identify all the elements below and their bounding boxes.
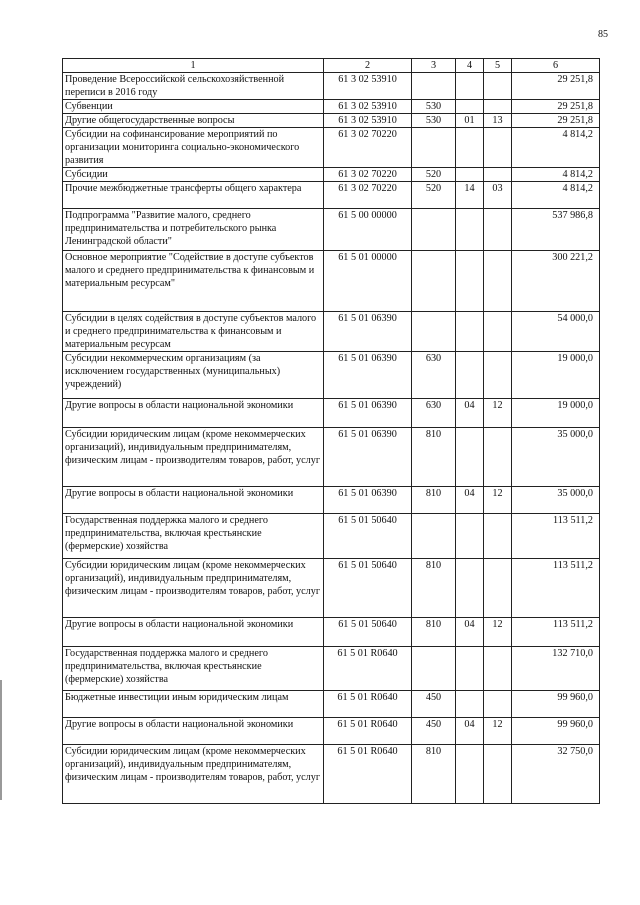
row-code-cell: 61 3 02 53910 [324, 100, 412, 114]
row-name-cell: Подпрограмма "Развитие малого, среднего предпринимательства и потребительского рынка Ленинградской области" [63, 209, 324, 251]
row-code-cell: 61 5 01 R0640 [324, 647, 412, 691]
row-subsection-cell [484, 514, 512, 559]
row-subsection-cell [484, 312, 512, 352]
row-subsection-cell: 12 [484, 487, 512, 514]
row-code-cell: 61 5 01 50640 [324, 559, 412, 618]
row-section-cell: 04 [456, 618, 484, 647]
row-amount-cell: 113 511,2 [512, 559, 600, 618]
table-row [63, 352, 600, 399]
row-section-cell [456, 312, 484, 352]
row-amount-cell: 300 221,2 [512, 251, 600, 312]
header-col-3: 3 [412, 59, 456, 73]
row-subsection-cell: 12 [484, 718, 512, 745]
row-code-cell: 61 3 02 70220 [324, 128, 412, 168]
row-code-cell: 61 3 02 70220 [324, 182, 412, 209]
row-expense-type-cell: 530 [412, 100, 456, 114]
row-name-cell: Основное мероприятие "Содействие в доступе субъектов малого и среднего предпринимательства к финансовым и материальным ресурсам" [63, 251, 324, 312]
row-expense-type-cell: 630 [412, 352, 456, 399]
row-section-cell [456, 168, 484, 182]
row-amount-cell: 99 960,0 [512, 691, 600, 718]
row-amount-cell: 99 960,0 [512, 718, 600, 745]
row-expense-type-cell: 810 [412, 428, 456, 487]
row-code-cell: 61 5 01 06390 [324, 487, 412, 514]
row-code-cell: 61 5 01 00000 [324, 251, 412, 312]
row-section-cell: 04 [456, 399, 484, 428]
row-section-cell: 01 [456, 114, 484, 128]
row-expense-type-cell: 530 [412, 114, 456, 128]
row-subsection-cell [484, 745, 512, 804]
row-name-cell: Другие общегосударственные вопросы [63, 114, 324, 128]
row-section-cell [456, 647, 484, 691]
table-row [63, 428, 600, 487]
row-section-cell [456, 100, 484, 114]
row-name-cell: Другие вопросы в области национальной экономики [63, 487, 324, 514]
table-row [63, 559, 600, 618]
row-section-cell [456, 209, 484, 251]
row-amount-cell: 4 814,2 [512, 168, 600, 182]
table-row [63, 647, 600, 691]
table-row [63, 691, 600, 718]
row-name-cell: Другие вопросы в области национальной экономики [63, 718, 324, 745]
row-subsection-cell [484, 73, 512, 100]
row-subsection-cell [484, 209, 512, 251]
row-expense-type-cell [412, 73, 456, 100]
row-expense-type-cell [412, 312, 456, 352]
row-section-cell: 14 [456, 182, 484, 209]
row-name-cell: Проведение Всероссийской сельскохозяйственной переписи в 2016 году [63, 73, 324, 100]
row-code-cell: 61 5 01 06390 [324, 399, 412, 428]
row-code-cell: 61 5 01 R0640 [324, 745, 412, 804]
row-section-cell [456, 745, 484, 804]
table-body [63, 59, 600, 804]
table-row [63, 114, 600, 128]
table-row [63, 718, 600, 745]
row-expense-type-cell: 810 [412, 559, 456, 618]
row-amount-cell: 4 814,2 [512, 128, 600, 168]
row-subsection-cell [484, 647, 512, 691]
row-amount-cell: 19 000,0 [512, 399, 600, 428]
row-expense-type-cell: 450 [412, 691, 456, 718]
row-code-cell: 61 5 01 06390 [324, 312, 412, 352]
row-subsection-cell: 12 [484, 399, 512, 428]
table-row [63, 182, 600, 209]
row-name-cell: Субсидии [63, 168, 324, 182]
row-subsection-cell: 13 [484, 114, 512, 128]
row-subsection-cell [484, 128, 512, 168]
table-row [63, 100, 600, 114]
row-amount-cell: 4 814,2 [512, 182, 600, 209]
row-section-cell [456, 428, 484, 487]
row-name-cell: Субсидии на софинансирование мероприятий по организации мониторинга социально-экономического развития [63, 128, 324, 168]
row-code-cell: 61 5 01 R0640 [324, 691, 412, 718]
row-expense-type-cell: 810 [412, 745, 456, 804]
row-amount-cell: 113 511,2 [512, 514, 600, 559]
header-col-5: 5 [484, 59, 512, 73]
row-expense-type-cell: 630 [412, 399, 456, 428]
row-name-cell: Государственная поддержка малого и среднего предпринимательства, включая крестьянские (фермерские) хозяйства [63, 647, 324, 691]
row-code-cell: 61 5 01 50640 [324, 618, 412, 647]
table-row [63, 618, 600, 647]
header-col-6: 6 [512, 59, 600, 73]
row-amount-cell: 19 000,0 [512, 352, 600, 399]
row-code-cell: 61 5 01 06390 [324, 352, 412, 399]
row-section-cell: 04 [456, 718, 484, 745]
row-subsection-cell [484, 100, 512, 114]
row-name-cell: Государственная поддержка малого и среднего предпринимательства, включая крестьянские (фермерские) хозяйства [63, 514, 324, 559]
row-section-cell [456, 559, 484, 618]
page-number: 85 [598, 29, 608, 40]
table-row [63, 312, 600, 352]
row-amount-cell: 113 511,2 [512, 618, 600, 647]
row-subsection-cell [484, 352, 512, 399]
table-row [63, 487, 600, 514]
row-section-cell [456, 352, 484, 399]
table-row [63, 128, 600, 168]
row-expense-type-cell: 450 [412, 718, 456, 745]
row-expense-type-cell [412, 209, 456, 251]
row-expense-type-cell [412, 647, 456, 691]
table-row [63, 399, 600, 428]
table-row [63, 514, 600, 559]
budget-table [62, 58, 600, 804]
row-section-cell [456, 73, 484, 100]
row-expense-type-cell: 520 [412, 182, 456, 209]
row-code-cell: 61 3 02 70220 [324, 168, 412, 182]
table-row [63, 251, 600, 312]
row-subsection-cell [484, 251, 512, 312]
row-code-cell: 61 3 02 53910 [324, 114, 412, 128]
row-subsection-cell [484, 428, 512, 487]
row-name-cell: Субсидии юридическим лицам (кроме некоммерческих организаций), индивидуальным предпринимателям, физическим лицам - производителям товаров, работ, услуг [63, 559, 324, 618]
row-amount-cell: 537 986,8 [512, 209, 600, 251]
row-name-cell: Субсидии юридическим лицам (кроме некоммерческих организаций), индивидуальным предпринимателям, физическим лицам - производителям товаров, работ, услуг [63, 745, 324, 804]
table-header-row [63, 59, 600, 73]
row-expense-type-cell [412, 514, 456, 559]
row-amount-cell: 35 000,0 [512, 428, 600, 487]
row-subsection-cell: 03 [484, 182, 512, 209]
row-subsection-cell [484, 559, 512, 618]
row-amount-cell: 54 000,0 [512, 312, 600, 352]
table-row [63, 745, 600, 804]
row-expense-type-cell [412, 128, 456, 168]
row-code-cell: 61 3 02 53910 [324, 73, 412, 100]
row-name-cell: Бюджетные инвестиции иным юридическим лицам [63, 691, 324, 718]
row-name-cell: Прочие межбюджетные трансферты общего характера [63, 182, 324, 209]
row-name-cell: Субвенции [63, 100, 324, 114]
row-amount-cell: 29 251,8 [512, 114, 600, 128]
row-section-cell [456, 514, 484, 559]
row-amount-cell: 29 251,8 [512, 100, 600, 114]
scan-edge-mark [0, 680, 2, 800]
row-name-cell: Другие вопросы в области национальной экономики [63, 618, 324, 647]
table-row [63, 209, 600, 251]
table-row [63, 73, 600, 100]
row-code-cell: 61 5 01 50640 [324, 514, 412, 559]
row-name-cell: Субсидии юридическим лицам (кроме некоммерческих организаций), индивидуальным предпринимателям, физическим лицам - производителям товаров, работ, услуг [63, 428, 324, 487]
header-col-2: 2 [324, 59, 412, 73]
row-expense-type-cell: 520 [412, 168, 456, 182]
row-subsection-cell [484, 691, 512, 718]
row-name-cell: Субсидии некоммерческим организациям (за исключением государственных (муниципальных) учреждений) [63, 352, 324, 399]
row-expense-type-cell: 810 [412, 618, 456, 647]
header-col-1: 1 [63, 59, 324, 73]
header-col-4: 4 [456, 59, 484, 73]
row-section-cell: 04 [456, 487, 484, 514]
row-amount-cell: 132 710,0 [512, 647, 600, 691]
table-row [63, 168, 600, 182]
row-expense-type-cell: 810 [412, 487, 456, 514]
row-name-cell: Другие вопросы в области национальной экономики [63, 399, 324, 428]
row-name-cell: Субсидии в целях содействия в доступе субъектов малого и среднего предпринимательства к финансовым и материальным ресурсам [63, 312, 324, 352]
row-code-cell: 61 5 01 06390 [324, 428, 412, 487]
row-expense-type-cell [412, 251, 456, 312]
row-subsection-cell [484, 168, 512, 182]
row-section-cell [456, 691, 484, 718]
row-section-cell [456, 251, 484, 312]
row-subsection-cell: 12 [484, 618, 512, 647]
row-code-cell: 61 5 00 00000 [324, 209, 412, 251]
row-section-cell [456, 128, 484, 168]
row-code-cell: 61 5 01 R0640 [324, 718, 412, 745]
row-amount-cell: 32 750,0 [512, 745, 600, 804]
row-amount-cell: 29 251,8 [512, 73, 600, 100]
row-amount-cell: 35 000,0 [512, 487, 600, 514]
